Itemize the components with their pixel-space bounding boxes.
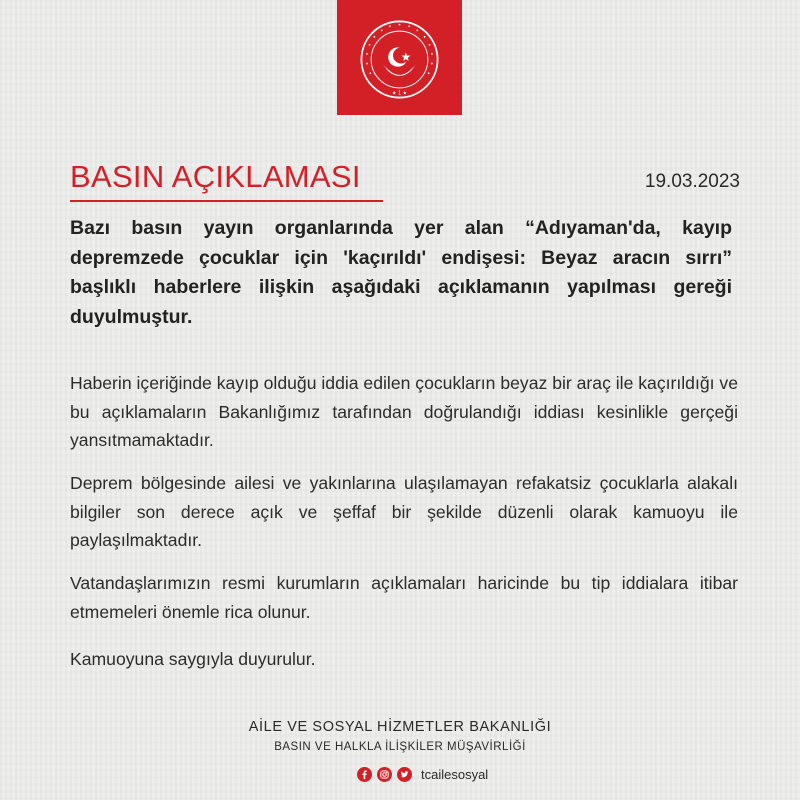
body-paragraph-1: Haberin içeriğinde kayıp olduğu iddia edilen çocukların beyaz bir araç ile kaçırıldığı ve bu açıklamaların Bakanlığımız tarafından doğrulandığı iddiası kesinlikle gerçeği yansıtmamaktadır. [70,373,738,450]
footer-ministry-name: AİLE VE SOSYAL HİZMETLER BAKANLIĞI [248,719,552,735]
ministry-logo [337,0,462,115]
instagram-icon[interactable] [377,767,392,782]
title-underline [70,200,383,202]
facebook-icon[interactable] [357,767,372,782]
release-date: 19.03.2023 [644,171,740,192]
ministry-emblem-icon [359,19,440,100]
body-paragraph-2: Deprem bölgesinde ailesi ve yakınlarına ulaşılamayan refakatsiz çocuklarla alakalı bilgiler son derece açık ve şeffaf bir şekilde düzenli olarak kamuoyu ile paylaşılmaktadır. [70,473,738,550]
social-handle[interactable]: tcailesosyal [421,766,489,782]
svg-text:★ 1 ★: ★ 1 ★ [392,90,407,97]
closing-paragraph: Kamuoyuna saygıyla duyurulur. [70,649,316,669]
page-title: BASIN AÇIKLAMASI [70,159,361,194]
social-links [357,765,488,783]
body-paragraph-3: Vatandaşlarımızın resmi kurumların açıklamaları haricinde bu tip iddialara itibar etmemeleri önemle rica olunur. [70,573,738,622]
twitter-icon[interactable] [397,767,412,782]
footer-department-name: BASIN VE HALKLA İLİŞKİLER MÜŞAVİRLİĞİ [274,741,526,753]
lead-paragraph: Bazı basın yayın organlarında yer alan “Adıyaman'da, kayıp depremzede çocuklar için 'kaçırıldı' endişesi: Beyaz aracın sırrı” başlıklı haberlere ilişkin aşağıdaki açıklamanın yapılması gereği duyulmuştur. [70,217,732,328]
